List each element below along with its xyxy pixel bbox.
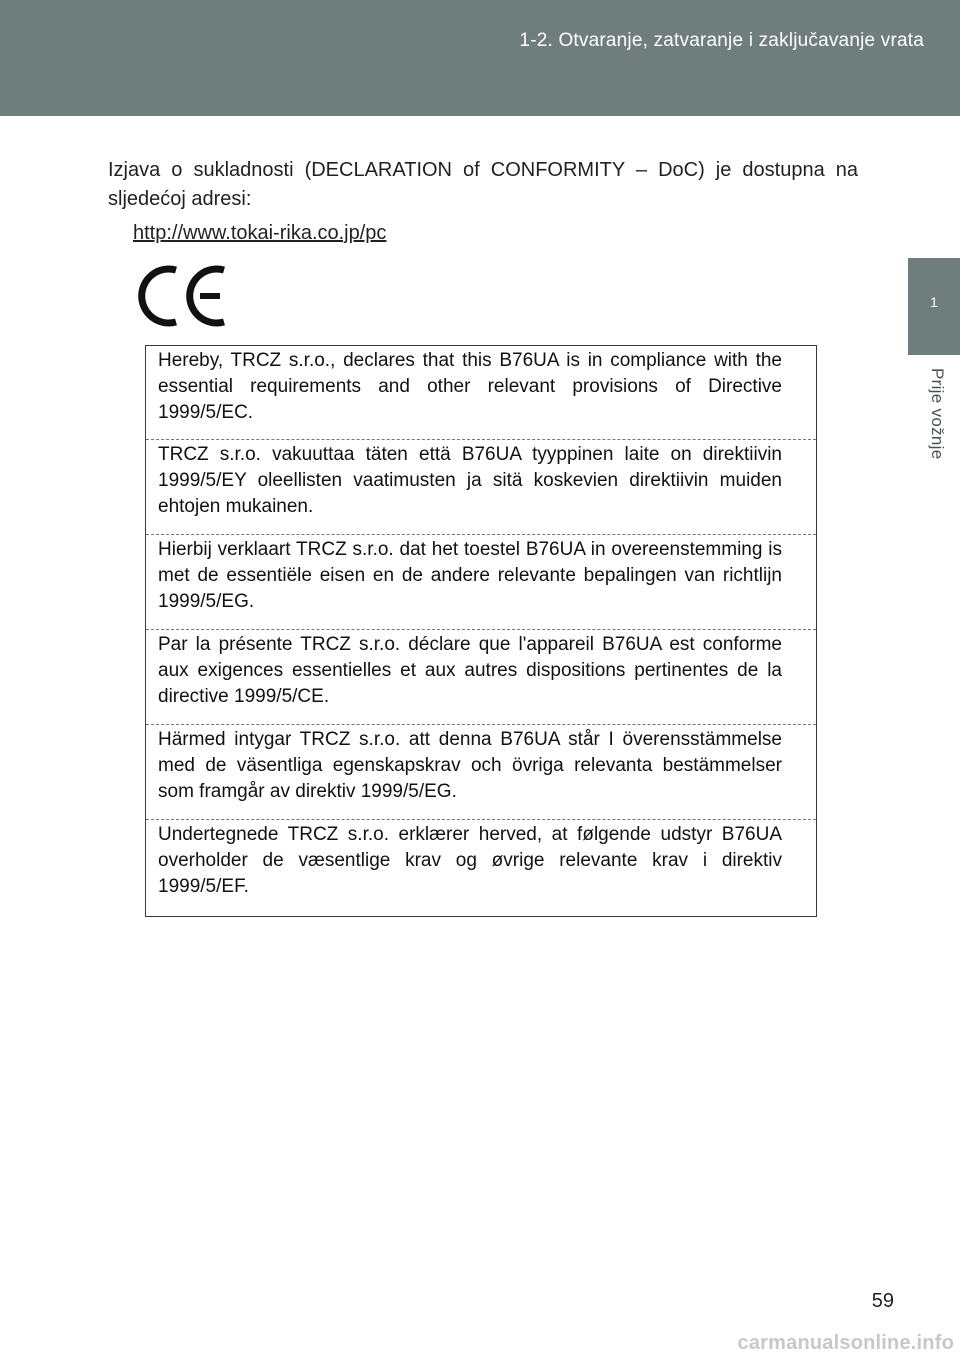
header-band bbox=[0, 0, 960, 116]
declaration-fr: Par la présente TRCZ s.r.o. déclare que l'appareil B76UA est conforme aux exigences essentielles et aux autres dispositions pertinentes de la directive 1999/5/CE. bbox=[158, 634, 782, 707]
declaration-divider bbox=[146, 629, 816, 630]
section-title: 1-2. Otvaranje, zatvaranje i zaključavanje vrata bbox=[519, 30, 924, 51]
declaration-fi: TRCZ s.r.o. vakuuttaa täten että B76UA tyyppinen laite on direktiivin 1999/5/EY oleellisten vaatimusten ja sitä koskevien direktiivin muiden ehtojen mukainen. bbox=[158, 444, 782, 517]
chapter-number: 1 bbox=[930, 294, 938, 310]
declaration-nl: Hierbij verklaart TRCZ s.r.o. dat het toestel B76UA in overeenstemming is met de essentiële eisen en de andere relevante bepalingen van richtlijn 1999/5/EG. bbox=[158, 539, 782, 612]
declaration-en: Hereby, TRCZ s.r.o., declares that this B76UA is in compliance with the essential requirements and other relevant provisions of Directive 1999/5/EC. bbox=[158, 350, 782, 423]
chapter-label: Prije vožnje bbox=[928, 368, 947, 460]
ce-mark-icon bbox=[136, 264, 228, 328]
page-number: 59 bbox=[871, 1290, 894, 1312]
doc-url-link[interactable]: http://www.tokai-rika.co.jp/pc bbox=[133, 222, 387, 244]
declaration-box bbox=[145, 345, 817, 917]
declaration-divider bbox=[146, 819, 816, 820]
declaration-sv: Härmed intygar TRCZ s.r.o. att denna B76UA står I överensstämmelse med de väsentliga egenskapskrav och övriga relevanta bestämmelser som framgår av direktiv 1999/5/EG. bbox=[158, 729, 782, 802]
declaration-divider bbox=[146, 439, 816, 440]
declaration-divider bbox=[146, 724, 816, 725]
watermark: carmanualsonline.info bbox=[737, 1332, 954, 1354]
declaration-da: Undertegnede TRCZ s.r.o. erklærer herved, at følgende udstyr B76UA overholder de væsentlige krav og øvrige relevante krav i direktiv 1999/5/EF. bbox=[158, 824, 782, 897]
chapter-tab bbox=[908, 258, 960, 355]
declaration-divider bbox=[146, 534, 816, 535]
intro-paragraph: Izjava o sukladnosti (DECLARATION of CONFORMITY – DoC) je dostupna na sljedećoj adresi: bbox=[108, 159, 858, 210]
